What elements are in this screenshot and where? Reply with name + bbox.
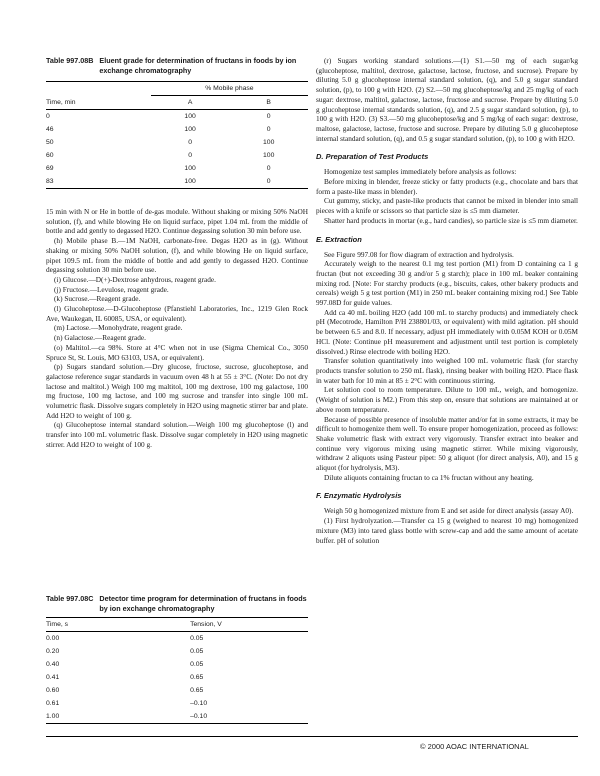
table-row [46, 671, 308, 684]
table-c-col-time: Time, s [46, 621, 69, 628]
table-cell: 100 [184, 178, 196, 185]
table-c-block [46, 594, 308, 724]
paragraph: 15 min with N or He in bottle of de-gas module. Without shaking or mixing 50% NaOH solution, (f), and while blowing He on liquid surface, pipet 1.04 mL from the middle of bottle and add gently to degassed H2O. Continue degassing solution 30 min before use. [46, 207, 308, 236]
paragraph: Transfer solution quantitatively into weighed 100 mL volumetric flask (for starchy products transfer solution to 250 mL flask), rinsing beaker with boiling H2O. Place flask in water bath for 10 min at 85 ± 2°C with continuous stirring. [316, 356, 578, 385]
table-row [46, 136, 308, 149]
paragraph: Weigh 50 g homogenized mixture from E and set aside for direct analysis (assay A0). [324, 506, 574, 516]
table-cell: 0.05 [190, 648, 204, 655]
paragraph: (i) Glucose.—D(+)-Dextrose anhydrous, reagent grade. [54, 274, 216, 284]
table-cell: 69 [46, 165, 54, 172]
sugars-working-standards: (r) Sugars working standard solutions.—(1) S1.—50 mg of each sugar/kg (glucoheptose, maltitol, dextrose, galactose, lactose, fructose, and sucrose). Prepare by diluting 5.0 g glucoheptose internal standard solution, (q), and 5.0 g sugar standard solution, (p), to 100 g with H2O. (2) S2.—50 mg glucoheptose/kg and 25 mg/kg of each sugar: dextrose, maltitol, galactose, lactose, fructose and sucrose. Prepare by diluting 5.0 g glucoheptose internal standards solution, (q), and 2.5 g sugar standard solution, (p), to 100 g with H2O. (3) S3.—50 mg glucoheptose/kg and 5 mg/kg of each sugar: dextrose, maltose, galactose, lactose, fructose and sucrose. Prepare by diluting 5.0 g glucoheptose internal standard solution, (q), and 0.5 g sugar standard solution, (p), to 100 g with H2O. [316, 56, 578, 143]
table-cell: 0.00 [46, 635, 60, 642]
table-cell: 0 [188, 152, 192, 159]
table-cell: 0 [188, 139, 192, 146]
paragraph: Shatter hard products in mortar (e.g., hard candies), so particle size is ≤5 mm diameter. [324, 215, 578, 225]
section-e-text [316, 250, 578, 483]
table-row [46, 123, 308, 136]
paragraph: (n) Galactose.—Reagent grade. [54, 333, 146, 343]
table-row [46, 149, 308, 162]
paragraph: Because of possible presence of insoluble matter and/or fat in some extracts, it may be difficult to homogenize them well. To ensure proper homogenization, proceed as follows: Shake volumetric flask with extract very vigorously. Transfer extract into beaker and continue very vigorous mixing using magnetic stirrer. While mixing vigorously, withdraw 2 aliquots using Pasteur pipet: 50 g aliquot (for direct analysis, A0), and 15 g aliquot (for hydrolysis, M3). [316, 414, 578, 473]
paragraph: (j) Fructose.—Levulose, reagent grade. [54, 284, 169, 294]
table-cell: 1.00 [46, 713, 60, 720]
table-cell: 0 [266, 126, 271, 133]
table-c-number: Table 997.08C [46, 594, 94, 603]
table-cell: 100 [184, 165, 196, 172]
paragraph: (q) Glucoheptose internal standard solution.—Weigh 100 mg glucoheptose (l) and transfer into 100 mL volumetric flask. Dissolve sugar completely in H2O using magnetic stirrer. Add H2O to weight of 100 g. [46, 420, 308, 449]
paragraph: Homogenize test samples immediately before analysis as follows: [324, 167, 517, 177]
paragraph: (1) First hydrolyzation.—Transfer ca 15 g (weighed to nearest 10 mg) homogenized mixture (M3) into tared glass bottle with screw-cap and add the same amount of acetate buffer. pH of solution [316, 516, 578, 545]
paragraph: Add ca 40 mL boiling H2O (add 100 mL to starchy products) and immediately check pH (Mecotrode, Hamilton P/H 238801/03, or equivalent) with mild agitation. pH should be between 6.5 and 8.0. If necessary, adjust pH immediately with 0.05M KOH or 0.05M HCl. (Note: Continue pH measurement and adjustment until test portion is completely dissolved.) Rinse electrode with boiling H2O. [316, 307, 578, 356]
left-column [46, 56, 308, 720]
table-cell: 60 [46, 152, 54, 159]
table-cell: 100 [263, 139, 275, 146]
paragraph: Let solution cool to room temperature. Dilute to 100 mL, weigh, and homogenize. (Weight of solution is M2.) From this step on, ensure that solutions are maintained at or above room temperature. [316, 385, 578, 414]
table-cell: 83 [46, 178, 54, 185]
table-cell: 0.05 [190, 661, 204, 668]
table-cell: 46 [46, 126, 54, 133]
section-f-heading: F. Enzymatic Hydrolysis [316, 491, 402, 501]
table-b-col-b: B [266, 99, 271, 106]
table-cell: 0.40 [46, 661, 60, 668]
copyright-footer: © 2000 AOAC INTERNATIONAL [420, 742, 529, 751]
table-row [46, 110, 308, 124]
table-row [46, 632, 308, 646]
table-b-col-a: A [187, 99, 193, 106]
table-b [46, 81, 308, 189]
table-c-caption [46, 594, 308, 613]
table-cell: 50 [46, 139, 54, 146]
table-cell: 0.65 [190, 674, 204, 681]
table-b-title: Eluent grade for determination of fructans in foods by ion exchange chromatography [99, 56, 297, 75]
paragraph: (h) Mobile phase B.—1M NaOH, carbonate-free. Degas H2O as in (g). Without shaking or mixing 50% NaOH solution, (f), and while blowing He on liquid surface, pipet 109.5 mL from the middle of bottle and add gently to degassed H2O. Continue degassing solution 30 min before use. [46, 236, 308, 275]
paragraph: Cut gummy, sticky, and paste-like products that cannot be mixed in blender into small pieces with a knife or scissors so that particle size is ≤5 mm diameter. [316, 196, 578, 216]
table-row [46, 162, 308, 175]
table-cell: 0.20 [46, 648, 60, 655]
table-cell: –0.10 [190, 700, 208, 707]
table-row [46, 175, 308, 189]
section-e-heading: E. Extraction [316, 234, 362, 244]
table-cell: 100 [184, 126, 196, 133]
table-c-col-tension: Tension, V [190, 621, 222, 628]
table-b-number: Table 997.08B [46, 56, 94, 65]
paragraph: Accurately weigh to the nearest 0.1 mg test portion (M1) from D containing ca 1 g fructan (but not exceeding 30 g and/or 5 g starch); place in 100 mL beaker containing mixing rod. [Note: For starchy products (e.g., biscuits, cakes, other bakery products and cereals) weigh 5 g test portion (M1) in 250 mL beaker containing mixing rod.] See Table 997.08D for guide values. [316, 259, 578, 308]
table-cell: 0 [46, 113, 50, 120]
section-f-text [316, 506, 578, 545]
table-c [46, 617, 308, 724]
table-cell: 0.60 [46, 687, 60, 694]
paragraph: (l) Glucoheptose.—D-Glucoheptose (Pfanstiehl Laboratories, Inc., 1219 Glen Rock Ave, Waukegan, IL 60085, USA, or equivalent). [46, 304, 308, 323]
table-cell: 0 [266, 113, 271, 120]
table-cell: 0 [266, 165, 271, 172]
paragraph: (k) Sucrose.—Reagent grade. [54, 294, 141, 304]
table-cell: 0.41 [46, 674, 60, 681]
table-row [46, 710, 308, 724]
table-cell: –0.10 [190, 713, 208, 720]
table-c-title: Detector time program for determination of fructans in foods by ion exchange chromatography [99, 594, 307, 613]
table-b-col-time: Time, min [46, 98, 76, 106]
paragraph: (o) Maltitol.—ca 98%. Store at 4°C when not in use (Sigma Chemical Co., 3050 Spruce St, St. Louis, MO 63103, USA, or equivalent). [46, 342, 308, 362]
paragraph: (m) Lactose.—Monohydrate, reagent grade. [54, 323, 183, 333]
table-cell: 0.61 [46, 700, 60, 707]
table-cell: 0 [266, 178, 271, 185]
table-row [46, 645, 308, 658]
table-cell: 100 [184, 113, 196, 120]
right-column [316, 56, 578, 545]
paragraph: Dilute aliquots containing fructan to ca 1% fructan without any heating. [324, 472, 534, 482]
footer-rule [46, 736, 578, 737]
table-row [46, 684, 308, 697]
section-d-text [316, 167, 578, 225]
table-cell: 100 [263, 152, 275, 159]
table-b-group-header: % Mobile phase [151, 82, 308, 96]
table-row [46, 697, 308, 710]
section-d-heading: D. Preparation of Test Products [316, 152, 429, 162]
table-b-caption [46, 56, 308, 75]
table-row [46, 658, 308, 671]
paragraph: (p) Sugars standard solution.—Dry glucose, fructose, sucrose, glucoheptose, and galactose reference sugar standards in vacuum oven 48 h at 55 ± 3°C. (Note: Do not dry lactose and maltitol.) Weigh 100 mg maltitol, 100 mg dextrose, 100 mg galactose, 100 mg fructose, 100 mg lactose, and 100 mg sucrose and transfer into single 100 mL volumetric flask. Dissolve sugars completely in H2O using magnetic stirrer bar and plate. Add H2O to weight of 100 g. [46, 362, 308, 420]
paragraph: See Figure 997.08 for flow diagram of extraction and hydrolysis. [324, 249, 514, 259]
paragraph: Before mixing in blender, freeze sticky or fatty products (e.g., chocolate and bars that form a paste-like mass in blender). [316, 177, 578, 196]
left-text [46, 207, 308, 450]
table-cell: 0.05 [190, 635, 204, 642]
table-cell: 0.65 [190, 687, 204, 694]
